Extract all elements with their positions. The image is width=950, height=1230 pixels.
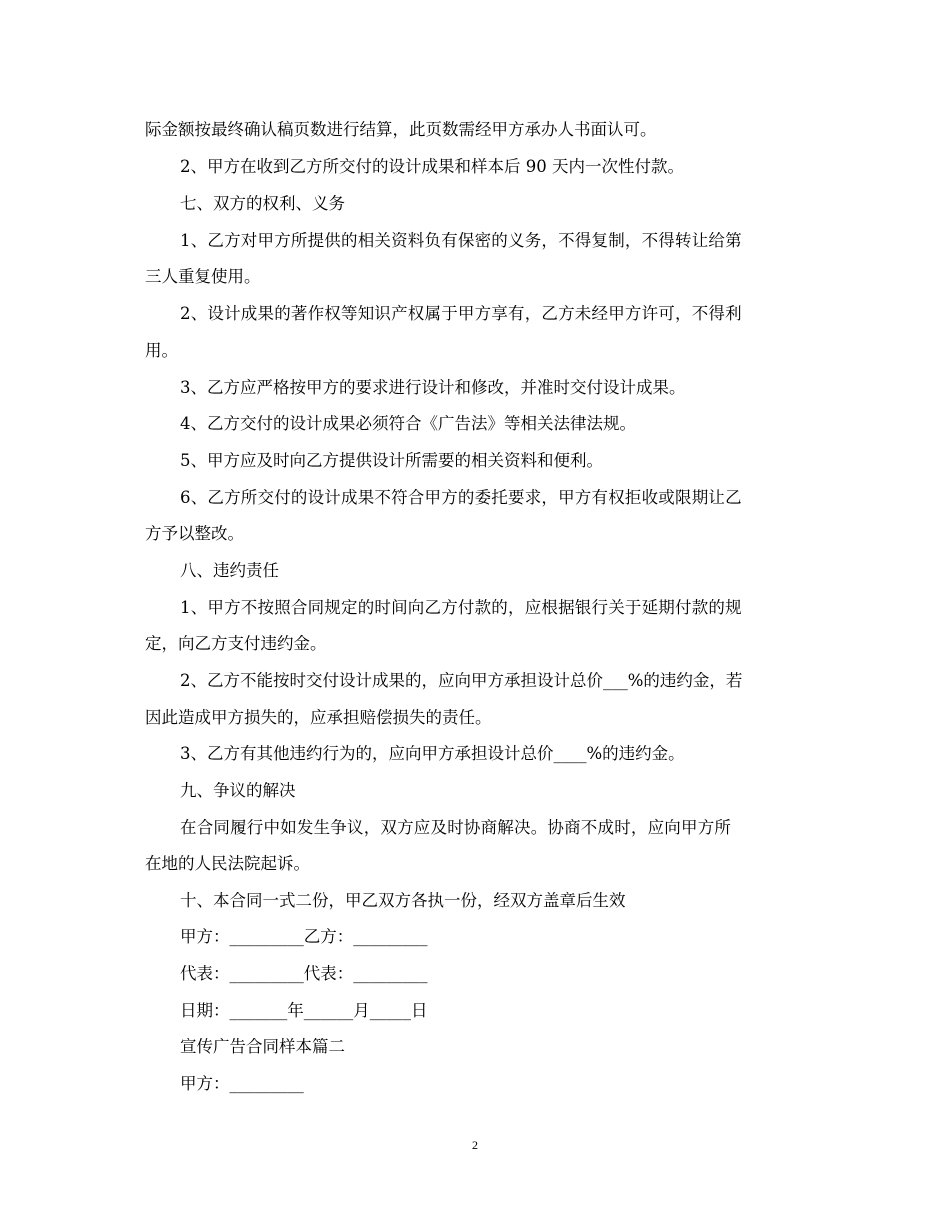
signature-line: 甲方：_________乙方：_________: [180, 927, 428, 946]
text-line: 5、甲方应及时向乙方提供设计所需要的相关资料和便利。: [180, 451, 603, 470]
section-heading: 宣传广告合同样本篇二: [180, 1037, 345, 1056]
section-heading: 九、争议的解决: [180, 781, 296, 800]
text-line: 在地的人民法院起诉。: [145, 854, 310, 873]
text-line: 2、甲方在收到乙方所交付的设计成果和样本后 90 天内一次性付款。: [180, 157, 684, 176]
text-line: 3、乙方应严格按甲方的要求进行设计和修改，并准时交付设计成果。: [180, 378, 686, 397]
section-heading: 七、双方的权利、义务: [180, 194, 345, 213]
text-line: 三人重复使用。: [145, 267, 261, 286]
signature-line: 代表：_________代表：_________: [180, 964, 428, 983]
text-line: 4、乙方交付的设计成果必须符合《广告法》等相关法律法规。: [180, 414, 636, 433]
text-line: 定，向乙方支付违约金。: [145, 634, 327, 653]
text-line: 十、本合同一式二份，甲乙双方各执一份，经双方盖章后生效: [180, 891, 626, 910]
text-line: 2、乙方不能按时交付设计成果的，应向甲方承担设计总价___%的违约金，若: [180, 671, 743, 690]
text-line: 1、甲方不按照合同规定的时间向乙方付款的，应根据银行关于延期付款的规: [180, 598, 742, 617]
text-line: 际金额按最终确认稿页数进行结算，此页数需经甲方承办人书面认可。: [145, 120, 657, 139]
signature-line: 甲方：_________: [180, 1074, 304, 1093]
text-line: 方予以整改。: [145, 524, 244, 543]
page-number: 2: [472, 1138, 478, 1152]
date-line: 日期：_______年______月_____日: [180, 1001, 428, 1020]
text-line: 在合同履行中如发生争议，双方应及时协商解决。协商不成时，应向甲方所: [180, 818, 732, 837]
text-line: 3、乙方有其他违约行为的，应向甲方承担设计总价____%的违约金。: [180, 744, 685, 763]
section-heading: 八、违约责任: [180, 561, 279, 580]
text-line: 2、设计成果的著作权等知识产权属于甲方享有，乙方未经甲方许可，不得利: [180, 304, 742, 323]
text-line: 6、乙方所交付的设计成果不符合甲方的委托要求，甲方有权拒收或限期让乙: [180, 488, 742, 507]
text-line: 用。: [145, 341, 178, 360]
text-line: 1、乙方对甲方所提供的相关资料负有保密的义务，不得复制，不得转让给第: [180, 231, 742, 250]
text-line: 因此造成甲方损失的，应承担赔偿损失的责任。: [145, 708, 492, 727]
